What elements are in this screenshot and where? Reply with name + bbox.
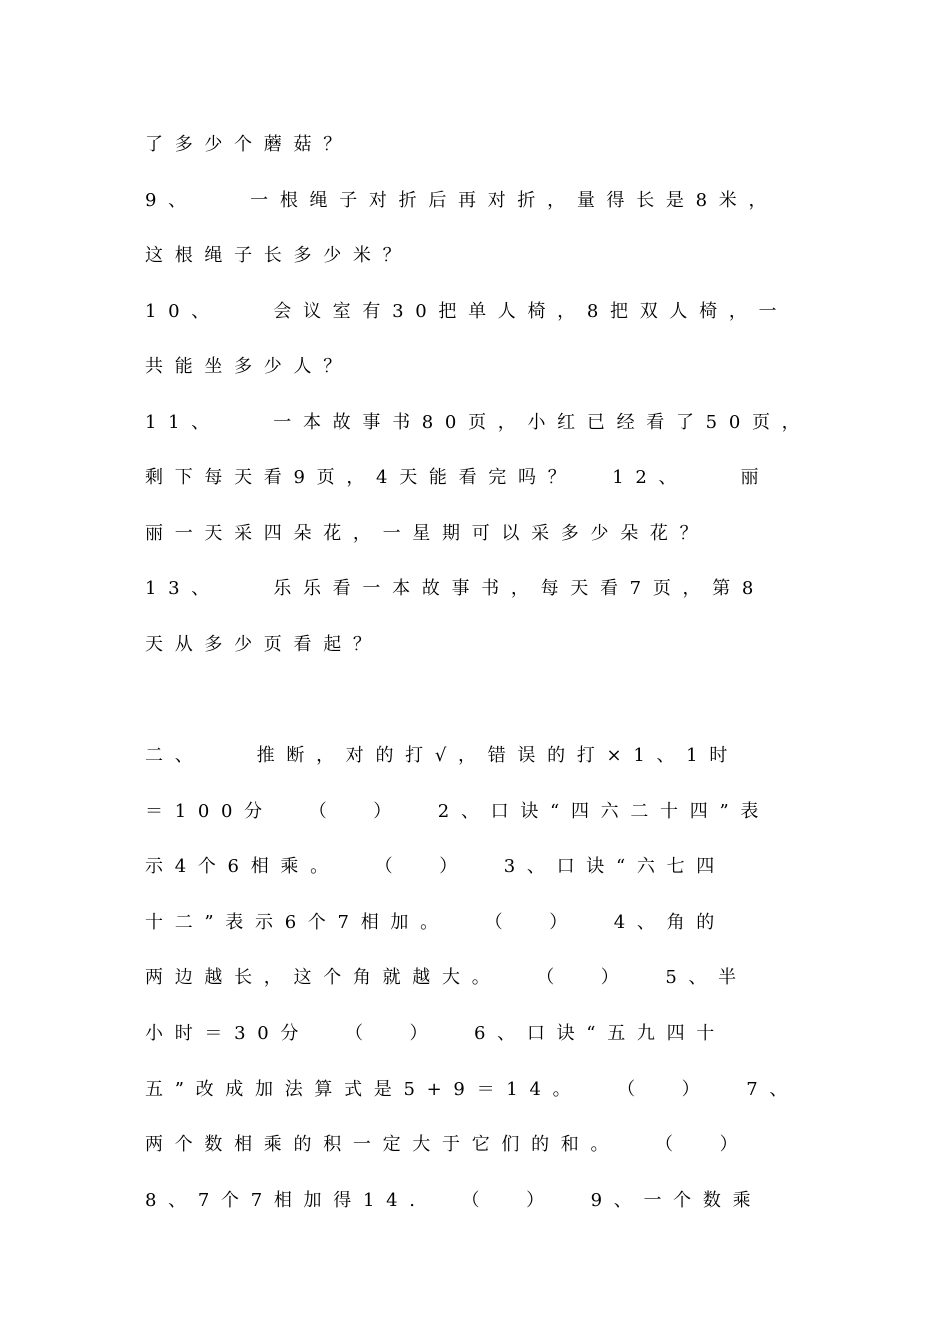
- text-line: ＝100分 （ ） 2、口诀“四六二十四”表: [145, 801, 771, 822]
- text-line: 两边越长，这个角就越大。 （ ） 5、半: [145, 967, 748, 988]
- question-11: 11、 一本故事书80页，小红已经看了50页，: [145, 412, 812, 433]
- text-line: 示4个6相乘。 （ ） 3、口诀“六七四: [145, 856, 726, 877]
- question-13: 13、 乐乐看一本故事书，每天看7页，第8: [145, 578, 766, 599]
- text-line: 两个数相乘的积一定大于它们的和。 （ ）: [145, 1134, 750, 1155]
- section-2-heading: 二、 推断，对的打√，错误的打×1、1时: [145, 745, 740, 766]
- text-line: 了多少个蘑菇？: [145, 134, 353, 155]
- text-line: 这根绳子长多少米？: [145, 245, 413, 266]
- question-10: 10、 会议室有30把单人椅，8把双人椅，一: [145, 301, 789, 322]
- text-line: 丽一天采四朵花，一星期可以采多少朵花？: [145, 523, 710, 544]
- text-line: 十二”表示6个7相加。 （ ） 4、角的: [145, 912, 726, 933]
- text-line: 8、7个7相加得14. （ ） 9、一个数乘: [145, 1190, 763, 1211]
- question-9: 9、 一根绳子对折后再对折，量得长是8米，: [145, 190, 779, 211]
- text-line: 剩下每天看9页，4天能看完吗？ 12、 丽: [145, 467, 771, 488]
- text-line: 天从多少页看起？: [145, 634, 383, 655]
- text-line: 小时＝30分 （ ） 6、口诀“五九四十: [145, 1023, 726, 1044]
- text-line: 五”改成加法算式是5+9＝14。 （ ） 7、: [145, 1079, 800, 1100]
- text-line: 共能坐多少人？: [145, 356, 353, 377]
